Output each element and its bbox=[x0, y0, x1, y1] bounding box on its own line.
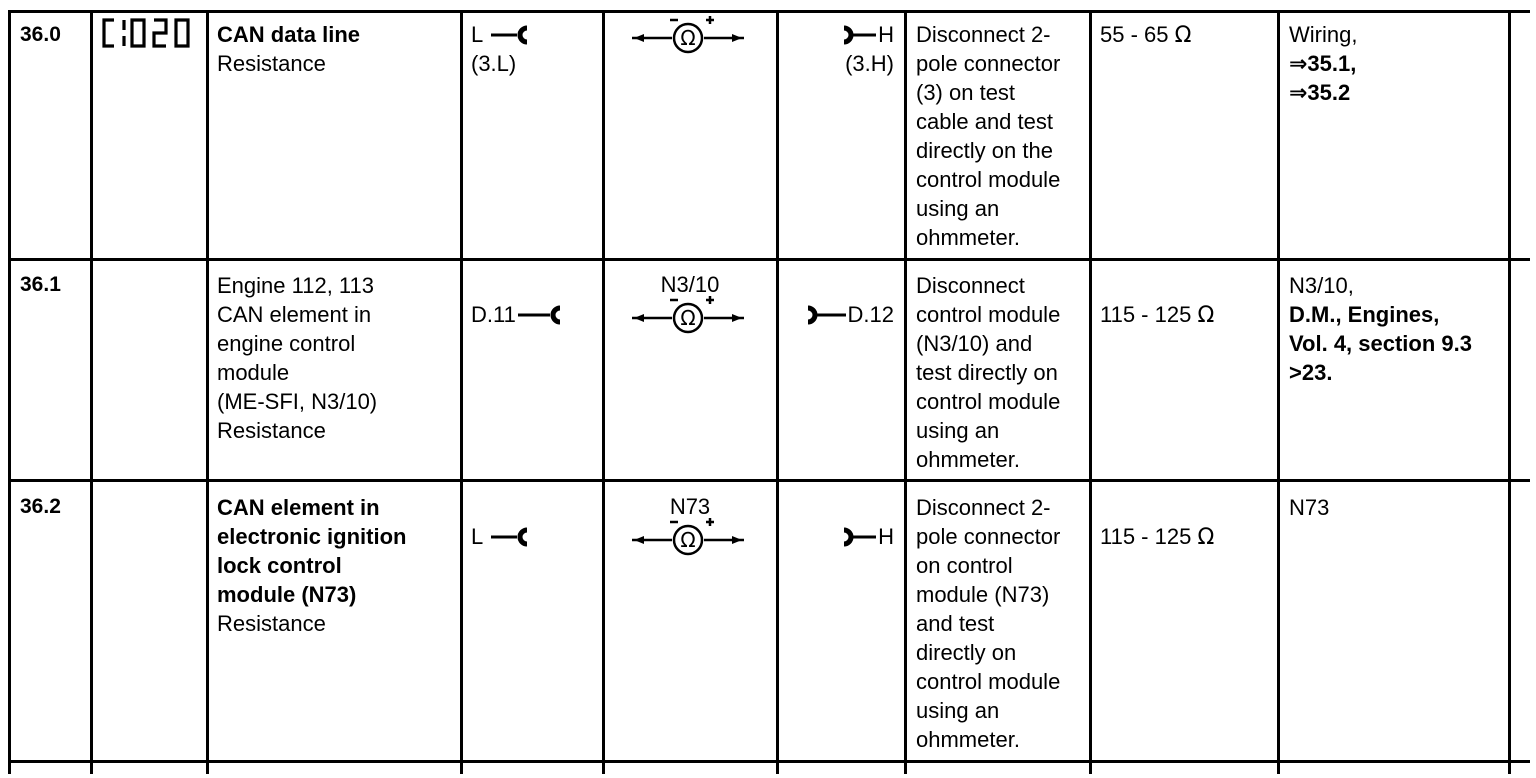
meter-label: N73 bbox=[669, 494, 711, 519]
connector-plug-icon bbox=[804, 305, 848, 325]
component-description bbox=[217, 271, 377, 445]
fault-code-glyph bbox=[100, 16, 192, 50]
pin-left-label: L bbox=[471, 524, 484, 549]
ohmmeter-icon bbox=[620, 294, 760, 334]
instruction bbox=[916, 493, 1060, 754]
instruction-line: (N3/10) and bbox=[916, 331, 1033, 356]
component-title-line: module (N73) bbox=[217, 582, 357, 607]
specification bbox=[1100, 522, 1214, 552]
ohmmeter-icon bbox=[620, 516, 760, 556]
component-line: (ME-SFI, N3/10) bbox=[217, 389, 378, 414]
svg-text:Ω: Ω bbox=[680, 528, 696, 552]
grid-line bbox=[1508, 10, 1511, 774]
component-line: Engine 112, 113 bbox=[217, 273, 374, 298]
grid-line bbox=[776, 10, 779, 774]
pin-right-sub: (3.H) bbox=[845, 51, 894, 76]
pin-left-label: L bbox=[471, 22, 484, 47]
connector-plug-icon bbox=[840, 527, 878, 547]
connector-socket-icon bbox=[483, 527, 531, 547]
instruction-line: using an bbox=[916, 698, 1000, 723]
instruction-line: ohmmeter. bbox=[916, 225, 1020, 250]
remedy-link[interactable]: D.M., Engines, bbox=[1289, 302, 1440, 327]
remedy bbox=[1289, 271, 1472, 387]
spec-value: 115 - 125 bbox=[1100, 302, 1192, 327]
instruction-line: test directly on bbox=[916, 360, 1058, 385]
step-number: 36.0 bbox=[20, 23, 61, 46]
pin-left bbox=[471, 522, 531, 551]
grid-line bbox=[8, 258, 1530, 261]
instruction-line: cable and test bbox=[916, 109, 1053, 134]
instruction-line: on control bbox=[916, 553, 1013, 578]
grid-line bbox=[1277, 10, 1280, 774]
grid-line bbox=[90, 10, 93, 774]
specification bbox=[1100, 20, 1191, 50]
grid-line bbox=[460, 10, 463, 774]
component-title-line: CAN element in bbox=[217, 495, 380, 520]
component-line: CAN element in bbox=[217, 302, 372, 327]
instruction-line: and test bbox=[916, 611, 995, 636]
component-measure: Resistance bbox=[217, 611, 326, 636]
ohm-symbol: Ω bbox=[1174, 23, 1192, 48]
component-title: CAN data line bbox=[217, 22, 361, 47]
component-line: engine control bbox=[217, 331, 356, 356]
remedy-link[interactable]: ⇒35.1, bbox=[1289, 51, 1357, 76]
instruction-line: Disconnect 2- bbox=[916, 22, 1051, 47]
grid-line bbox=[904, 10, 907, 774]
svg-text:Ω: Ω bbox=[680, 26, 696, 50]
instruction-line: using an bbox=[916, 418, 1000, 443]
instruction-line: Disconnect 2- bbox=[916, 495, 1051, 520]
meter-label: N3/10 bbox=[660, 272, 720, 297]
specification bbox=[1100, 300, 1214, 330]
pin-right bbox=[780, 522, 894, 551]
instruction-line: pole connector bbox=[916, 524, 1061, 549]
grid-line bbox=[8, 10, 11, 774]
connector-plug-icon bbox=[840, 25, 878, 45]
pin-right-label: D.12 bbox=[847, 302, 894, 327]
remedy-text: Wiring, bbox=[1289, 22, 1358, 47]
grid-line bbox=[1089, 10, 1092, 774]
instruction-line: control module bbox=[916, 167, 1061, 192]
pin-left bbox=[471, 20, 531, 78]
grid-line bbox=[8, 479, 1530, 482]
ohm-symbol: Ω bbox=[1197, 303, 1215, 328]
component-line: Resistance bbox=[217, 418, 326, 443]
instruction-line: directly on the bbox=[916, 138, 1053, 163]
grid-line bbox=[8, 10, 1530, 13]
instruction-line: Disconnect bbox=[916, 273, 1025, 298]
instruction bbox=[916, 271, 1060, 474]
remedy-link[interactable]: Vol. 4, section 9.3 bbox=[1289, 331, 1472, 356]
remedy-link[interactable]: >23. bbox=[1289, 360, 1333, 385]
pin-right-label: H bbox=[878, 524, 894, 549]
component-description bbox=[217, 493, 406, 638]
instruction-line: directly on bbox=[916, 640, 1017, 665]
component-line: module bbox=[217, 360, 290, 385]
instruction-line: control module bbox=[916, 302, 1061, 327]
spec-value: 115 - 125 bbox=[1100, 524, 1192, 549]
remedy-text: N73 bbox=[1289, 495, 1330, 520]
component-description bbox=[217, 20, 360, 78]
grid-line bbox=[8, 760, 1530, 763]
ohm-symbol: Ω bbox=[1197, 525, 1215, 550]
pin-left bbox=[471, 300, 564, 329]
remedy bbox=[1289, 493, 1329, 522]
instruction-line: ohmmeter. bbox=[916, 727, 1020, 752]
component-measure: Resistance bbox=[217, 51, 326, 76]
fault-code-display bbox=[100, 16, 192, 57]
instruction-line: using an bbox=[916, 196, 1000, 221]
connector-socket-icon bbox=[483, 25, 531, 45]
instruction-line: control module bbox=[916, 669, 1061, 694]
remedy-link[interactable]: ⇒35.2 bbox=[1289, 80, 1351, 105]
pin-left-sub: (3.L) bbox=[471, 51, 517, 76]
instruction-line: module (N73) bbox=[916, 582, 1050, 607]
grid-line bbox=[206, 10, 209, 774]
pin-left-label: D.11 bbox=[471, 302, 516, 327]
instruction bbox=[916, 20, 1060, 252]
pin-right bbox=[780, 300, 894, 329]
remedy bbox=[1289, 20, 1357, 107]
instruction-line: control module bbox=[916, 389, 1061, 414]
svg-text:Ω: Ω bbox=[680, 306, 696, 330]
connector-socket-icon bbox=[516, 305, 564, 325]
instruction-line: ohmmeter. bbox=[916, 447, 1020, 472]
step-number: 36.2 bbox=[20, 495, 61, 518]
step-number: 36.1 bbox=[20, 273, 61, 296]
component-title-line: electronic ignition bbox=[217, 524, 407, 549]
spec-value: 55 - 65 bbox=[1100, 22, 1169, 47]
ohmmeter-icon bbox=[620, 14, 760, 54]
grid-line bbox=[602, 10, 605, 774]
instruction-line: (3) on test bbox=[916, 80, 1016, 105]
remedy-text: N3/10, bbox=[1289, 273, 1354, 298]
component-title-line: lock control bbox=[217, 553, 342, 578]
pin-right bbox=[780, 20, 894, 78]
pin-right-label: H bbox=[878, 22, 894, 47]
instruction-line: pole connector bbox=[916, 51, 1061, 76]
ohmmeter-cell bbox=[620, 14, 760, 61]
